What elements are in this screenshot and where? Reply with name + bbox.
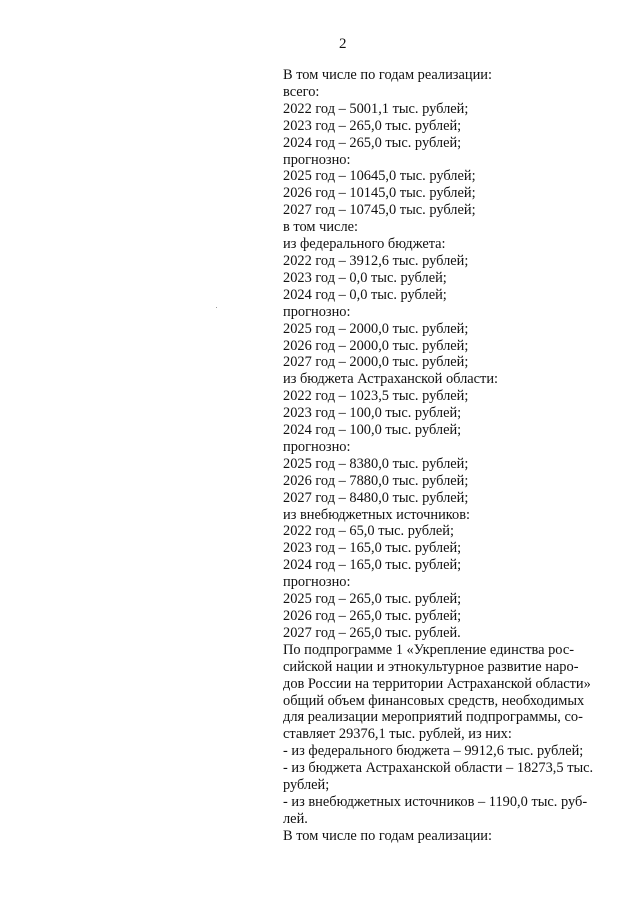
text-line: прогнозно: xyxy=(283,438,351,455)
paragraph-line: общий объем финансовых средств, необходимых xyxy=(283,692,585,709)
text-line: 2022 год – 5001,1 тыс. рублей; xyxy=(283,100,469,117)
paragraph-line: По подпрограмме 1 «Укрепление единства рос- xyxy=(283,641,575,658)
source-line: лей. xyxy=(283,810,308,827)
text-line: 2024 год – 265,0 тыс. рублей; xyxy=(283,134,462,151)
text-line: 2026 год – 2000,0 тыс. рублей; xyxy=(283,337,469,354)
page-number: 2 xyxy=(339,36,347,52)
text-line: из внебюджетных источников: xyxy=(283,506,471,523)
text-line: 2025 год – 10645,0 тыс. рублей; xyxy=(283,168,476,185)
text-line: 2022 год – 65,0 тыс. рублей; xyxy=(283,523,454,540)
source-line: - из внебюджетных источников – 1190,0 тыс. руб- xyxy=(283,793,588,810)
text-line: из федерального бюджета: xyxy=(283,236,446,253)
text-line: 2024 год – 0,0 тыс. рублей; xyxy=(283,286,447,303)
text-line: 2027 год – 2000,0 тыс. рублей; xyxy=(283,354,469,371)
text-line: прогнозно: xyxy=(283,151,351,168)
text-line: 2026 год – 7880,0 тыс. рублей; xyxy=(283,472,469,489)
text-line: из бюджета Астраханской области: xyxy=(283,371,499,388)
paragraph-line: дов России на территории Астраханской области» xyxy=(283,675,591,692)
text-line: 2024 год – 100,0 тыс. рублей; xyxy=(283,422,462,439)
text-line: 2027 год – 10745,0 тыс. рублей; xyxy=(283,202,476,219)
text-line: 2025 год – 8380,0 тыс. рублей; xyxy=(283,455,469,472)
text-line: 2027 год – 265,0 тыс. рублей. xyxy=(283,624,461,641)
text-line: в том числе: xyxy=(283,219,359,236)
paragraph-line: ставляет 29376,1 тыс. рублей, из них: xyxy=(283,726,512,743)
paragraph-line: сийской нации и этнокультурное развитие наро- xyxy=(283,658,579,675)
closing-line: В том числе по годам реализации: xyxy=(283,827,492,844)
text-line: 2024 год – 165,0 тыс. рублей; xyxy=(283,557,462,574)
text-line: 2026 год – 10145,0 тыс. рублей; xyxy=(283,185,476,202)
text-line: прогнозно: xyxy=(283,303,351,320)
subprogram-paragraph xyxy=(283,642,601,743)
scan-speck xyxy=(216,307,217,308)
text-line: 2025 год – 265,0 тыс. рублей; xyxy=(283,591,462,608)
text-line: 2023 год – 165,0 тыс. рублей; xyxy=(283,540,462,557)
text-line: 2027 год – 8480,0 тыс. рублей; xyxy=(283,489,469,506)
text-line: 2023 год – 0,0 тыс. рублей; xyxy=(283,269,447,286)
paragraph-line: для реализации мероприятий подпрограммы, со- xyxy=(283,709,583,726)
text-line: прогнозно: xyxy=(283,574,351,591)
source-line: - из федерального бюджета – 9912,6 тыс. рублей; xyxy=(283,743,584,760)
text-line: В том числе по годам реализации: xyxy=(283,67,492,83)
source-line: рублей; xyxy=(283,777,330,794)
yearly-funding-breakdown xyxy=(283,67,601,642)
document-body xyxy=(283,67,601,845)
text-line: 2023 год – 100,0 тыс. рублей; xyxy=(283,405,462,422)
text-line: 2025 год – 2000,0 тыс. рублей; xyxy=(283,320,469,337)
text-line: 2023 год – 265,0 тыс. рублей; xyxy=(283,117,462,134)
source-line: - из бюджета Астраханской области – 18273,5 тыс. xyxy=(283,760,594,777)
text-line: 2026 год – 265,0 тыс. рублей; xyxy=(283,608,462,624)
text-line: 2022 год – 1023,5 тыс. рублей; xyxy=(283,388,469,405)
funding-sources-list xyxy=(283,743,601,828)
text-line: 2022 год – 3912,6 тыс. рублей; xyxy=(283,252,469,269)
text-line: всего: xyxy=(283,83,320,100)
